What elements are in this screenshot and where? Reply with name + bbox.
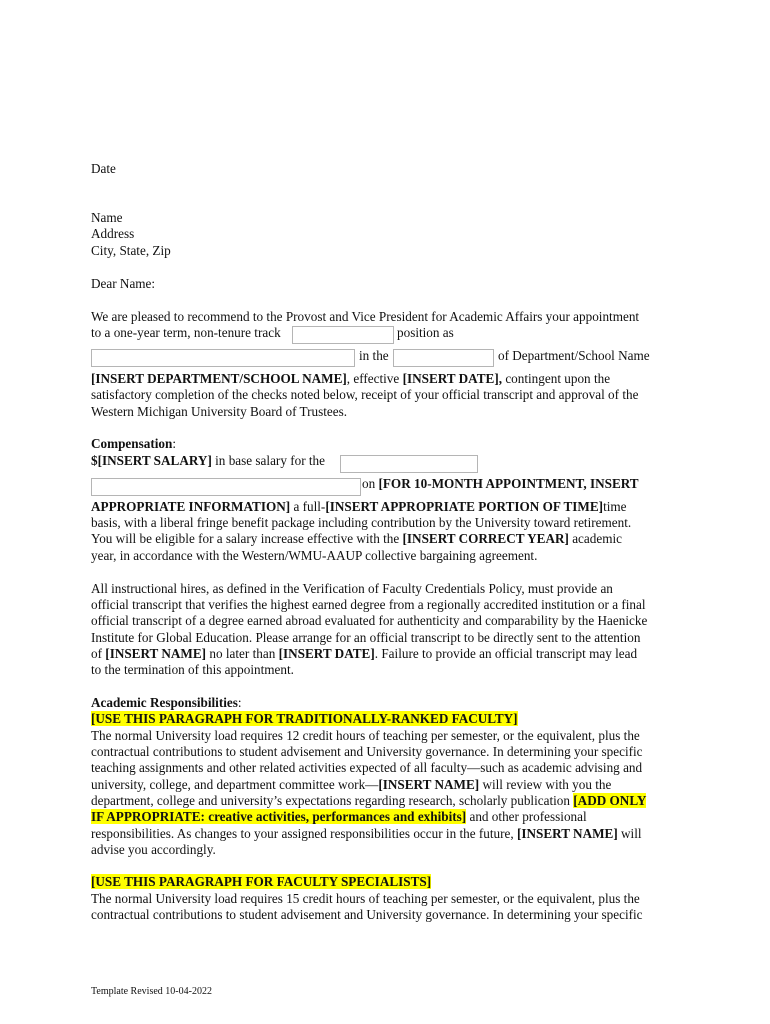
recipient-address: Address — [91, 226, 135, 241]
track-type-input[interactable] — [292, 326, 394, 344]
academic-colon: : — [237, 695, 242, 710]
compensation-line-5 — [91, 531, 622, 547]
salary-period-input[interactable] — [340, 455, 478, 473]
compensation-heading — [91, 436, 176, 452]
compensation-text-full: a full- — [290, 499, 326, 514]
salary-date-input[interactable] — [91, 478, 361, 496]
unit-input[interactable] — [393, 349, 494, 367]
intro-line-4 — [91, 371, 610, 387]
academic-heading — [91, 695, 242, 711]
intro-line-2b: position as — [397, 325, 454, 340]
ranked-text-will: will — [617, 826, 642, 841]
add-only-highlight: [ADD ONLY — [573, 793, 647, 808]
compensation-line-3 — [91, 499, 627, 515]
compensation-heading-text: Compensation — [91, 436, 173, 451]
insert-dept-placeholder: [INSERT DEPARTMENT/SCHOOL NAME] — [91, 371, 347, 386]
ranked-text-expectations: department, college and university’s expectations regarding research, scholarly publication — [91, 793, 574, 808]
ranked-text-committee: university, college, and department committee work— — [91, 777, 379, 792]
transcript-text-failure: . Failure to provide an official transcript may lead — [374, 646, 638, 661]
compensation-text-base: in base salary for the — [211, 453, 325, 468]
transcript-line-5 — [91, 646, 637, 662]
position-title-input[interactable] — [91, 349, 355, 367]
compensation-colon: : — [172, 436, 177, 451]
ranked-name-placeholder: [INSERT NAME] — [378, 777, 480, 792]
ranked-line-6 — [91, 809, 587, 825]
recipient-name: Name — [91, 210, 123, 225]
intro-line-2a: to a one-year term, non-tenure track — [91, 325, 281, 340]
intro-text-contingent: contingent upon the — [502, 371, 611, 386]
intro-line-3b: of Department/School Name — [498, 348, 650, 363]
ranked-text-changes: responsibilities. As changes to your assigned responsibilities occur in the future, — [91, 826, 517, 841]
transcript-line-6: to the termination of this appointment. — [91, 662, 294, 677]
creative-activities-highlight: IF APPROPRIATE: creative activities, performances and exhibits] — [91, 809, 467, 824]
specialist-line-2: contractual contributions to student advisement and University governance. In determining your specific — [91, 907, 643, 922]
specialist-label — [91, 874, 431, 890]
ranked-line-8: advise you accordingly. — [91, 842, 216, 857]
insert-salary-placeholder: $[INSERT SALARY] — [91, 453, 212, 468]
transcript-text-no-later: no later than — [206, 646, 279, 661]
compensation-line-4: basis, with a liberal fringe benefit package including contribution by the University toward retirement. — [91, 515, 632, 530]
compensation-line-2 — [362, 476, 639, 492]
transcript-name-placeholder: [INSERT NAME] — [105, 646, 207, 661]
specialist-line-1: The normal University load requires 15 credit hours of teaching per semester, or the equivalent, plus the — [91, 891, 640, 906]
compensation-text-eligible: You will be eligible for a salary increase effective with the — [91, 531, 403, 546]
intro-line-3a: in the — [359, 348, 389, 363]
template-footer: Template Revised 10-04-2022 — [91, 986, 212, 997]
intro-text-effective: , effective — [346, 371, 403, 386]
compensation-text-time: time — [603, 499, 627, 514]
transcript-date-placeholder: [INSERT DATE] — [278, 646, 375, 661]
ranked-advise-name-placeholder: [INSERT NAME] — [516, 826, 618, 841]
date-line: Date — [91, 161, 116, 176]
intro-line-1: We are pleased to recommend to the Provost and Vice President for Academic Affairs your appointment — [91, 309, 640, 324]
transcript-line-1: All instructional hires, as defined in the Verification of Faculty Credentials Policy, must provide an — [91, 581, 613, 596]
ranked-line-7 — [91, 826, 642, 842]
compensation-line-6: year, in accordance with the Western/WMU-AAUP collective bargaining agreement. — [91, 548, 538, 563]
intro-line-6: Western Michigan University Board of Trustees. — [91, 404, 348, 419]
correct-year-placeholder: [INSERT CORRECT YEAR] — [402, 531, 569, 546]
recipient-city: City, State, Zip — [91, 243, 171, 258]
ranked-text-professional: and other professional — [466, 809, 587, 824]
ranked-line-4 — [91, 777, 611, 793]
portion-of-time-placeholder: [INSERT APPROPRIATE PORTION OF TIME] — [325, 499, 604, 514]
compensation-text-academic: academic — [568, 531, 622, 546]
ranked-faculty-highlight: [USE THIS PARAGRAPH FOR TRADITIONALLY-RANKED FACULTY] — [91, 711, 518, 726]
intro-line-5: satisfactory completion of the checks noted below, receipt of your official transcript and approval of the — [91, 387, 639, 402]
transcript-line-3: official transcript of a degree earned abroad evaluated for authenticity and comparability by the Haenicke — [91, 613, 648, 628]
ranked-line-5 — [91, 793, 646, 809]
ranked-line-2: contractual contributions to student advisement and University governance. In determining your specific — [91, 744, 643, 759]
ranked-line-1: The normal University load requires 12 credit hours of teaching per semester, or the equivalent, plus the — [91, 728, 640, 743]
transcript-text-of: of — [91, 646, 106, 661]
appropriate-info-placeholder: APPROPRIATE INFORMATION] — [91, 499, 291, 514]
transcript-line-4: Institute for Global Education. Please arrange for an official transcript to be directly sent to the attention — [91, 630, 641, 645]
ranked-faculty-label — [91, 711, 518, 727]
compensation-text-on: on — [362, 476, 379, 491]
ranked-line-3: teaching assignments and other related activities expected of all faculty—such as academic advising and — [91, 760, 643, 775]
transcript-line-2: official transcript that verifies the highest earned degree from a regionally accredited institution or a final — [91, 597, 646, 612]
insert-date-placeholder: [INSERT DATE], — [402, 371, 503, 386]
specialist-highlight: [USE THIS PARAGRAPH FOR FACULTY SPECIALISTS] — [91, 874, 432, 889]
ranked-text-review: will review with you the — [479, 777, 612, 792]
academic-heading-text: Academic Responsibilities — [91, 695, 238, 710]
ten-month-placeholder: [FOR 10-MONTH APPOINTMENT, INSERT — [378, 476, 639, 491]
compensation-line-1 — [91, 453, 325, 469]
salutation: Dear Name: — [91, 276, 156, 291]
